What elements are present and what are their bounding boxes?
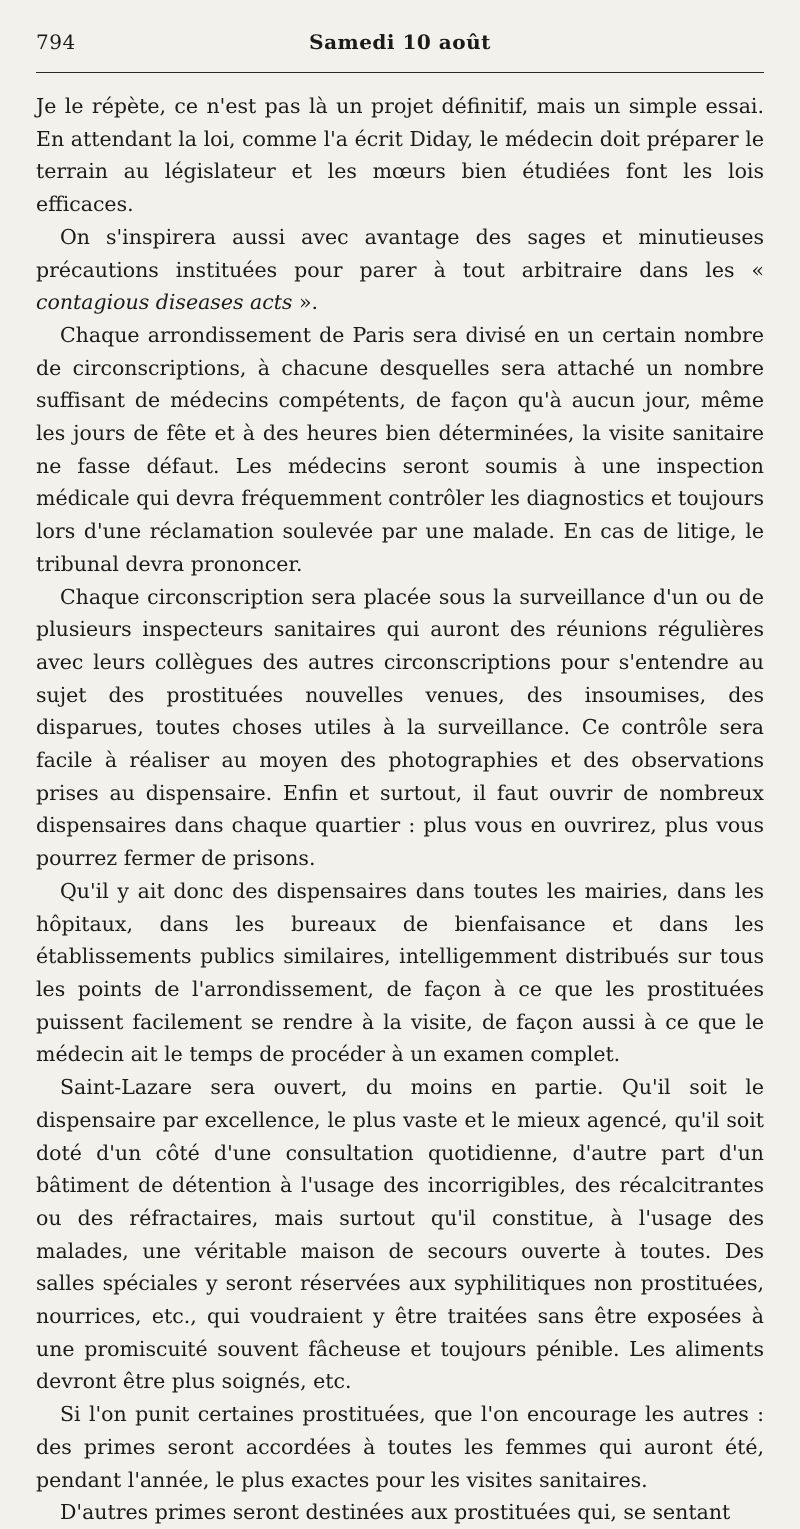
paragraph: Qu'il y ait donc des dispensaires dans toutes les mairies, dans les hôpitaux, dans les bureaux de bienfaisance et dans les établissements publics similaires, intelligemment distribués sur tous les points de l'arrondissement, de façon à ce que les prostituées puissent facilement se rendre à la visite, de façon aussi à ce que le médecin ait le temps de procéder à un examen complet. (36, 878, 764, 1067)
paragraph: D'autres primes seront destinées aux prostituées qui, se sentant (60, 1500, 731, 1525)
italic-term: contagious diseases acts (36, 290, 293, 315)
paragraph (36, 221, 764, 319)
paragraph: Je le répète, ce n'est pas là un projet définitif, mais un simple essai. En attendant la loi, comme l'a écrit Diday, le médecin doit préparer le terrain au législateur et les mœurs bien étudiées font les lois efficaces. (36, 94, 764, 217)
paragraph: Si l'on punit certaines prostituées, que l'on encourage les autres : des primes seront accordées à toutes les femmes qui auront été, pendant l'année, le plus exactes pour les visites sanitaires. (36, 1402, 764, 1492)
paragraph-text: On s'inspirera aussi avec avantage des sages et minutieuses précautions instituées pour parer à tout arbitraire dans les « (36, 224, 764, 282)
page-header (36, 30, 764, 60)
body-text (36, 90, 764, 1529)
paragraph: Chaque arrondissement de Paris sera divisé en un certain nombre de circonscriptions, à chacune desquelles sera attaché un nombre suffisant de médecins compétents, de façon qu'à aucun jour, même les jours de fête et à des heures bien déterminées, la visite sanitaire ne fasse défaut. Les médecins seront soumis à une inspection médicale qui devra fréquemment contrôler les diagnostics et toujours lors d'une réclamation soulevée par une malade. En cas de litige, le tribunal devra prononcer. (36, 322, 764, 576)
paragraph: Chaque circonscription sera placée sous la surveillance d'un ou de plusieurs inspecteurs sanitaires qui auront des réunions régulières avec leurs collègues des autres circonscriptions pour s'entendre au sujet des prostituées nouvelles venues, des insoumises, des disparues, toutes choses utiles à la surveillance. Ce contrôle sera facile à réaliser au moyen des photographies et des observations prises au dispensaire. Enfin et surtout, il faut ouvrir de nombreux dispensaires dans chaque quartier : plus vous en ouvrirez, plus vous pourrez fermer de prisons. (36, 584, 764, 871)
paragraph-text: ». (292, 290, 319, 315)
paragraph: Saint-Lazare sera ouvert, du moins en partie. Qu'il soit le dispensaire par excellence, le plus vaste et le mieux agencé, qu'il soit doté d'un côté d'une consultation quotidienne, d'autre part d'un bâtiment de détention à l'usage des incorrigibles, des récalcitrantes ou des réfractaires, mais surtout qu'il constitue, à l'usage des malades, une véritable maison de secours ouverte à toutes. Des salles spéciales y seront réservées aux syphilitiques non prostituées, nourrices, etc., qui voudraient y être traitées sans être exposées à une promiscuité souvent fâcheuse et toujours pénible. Les aliments devront être plus soignés, etc. (36, 1075, 764, 1394)
running-head: Samedi 10 août (309, 30, 491, 54)
page-number: 794 (36, 30, 76, 54)
header-rule (36, 72, 764, 73)
